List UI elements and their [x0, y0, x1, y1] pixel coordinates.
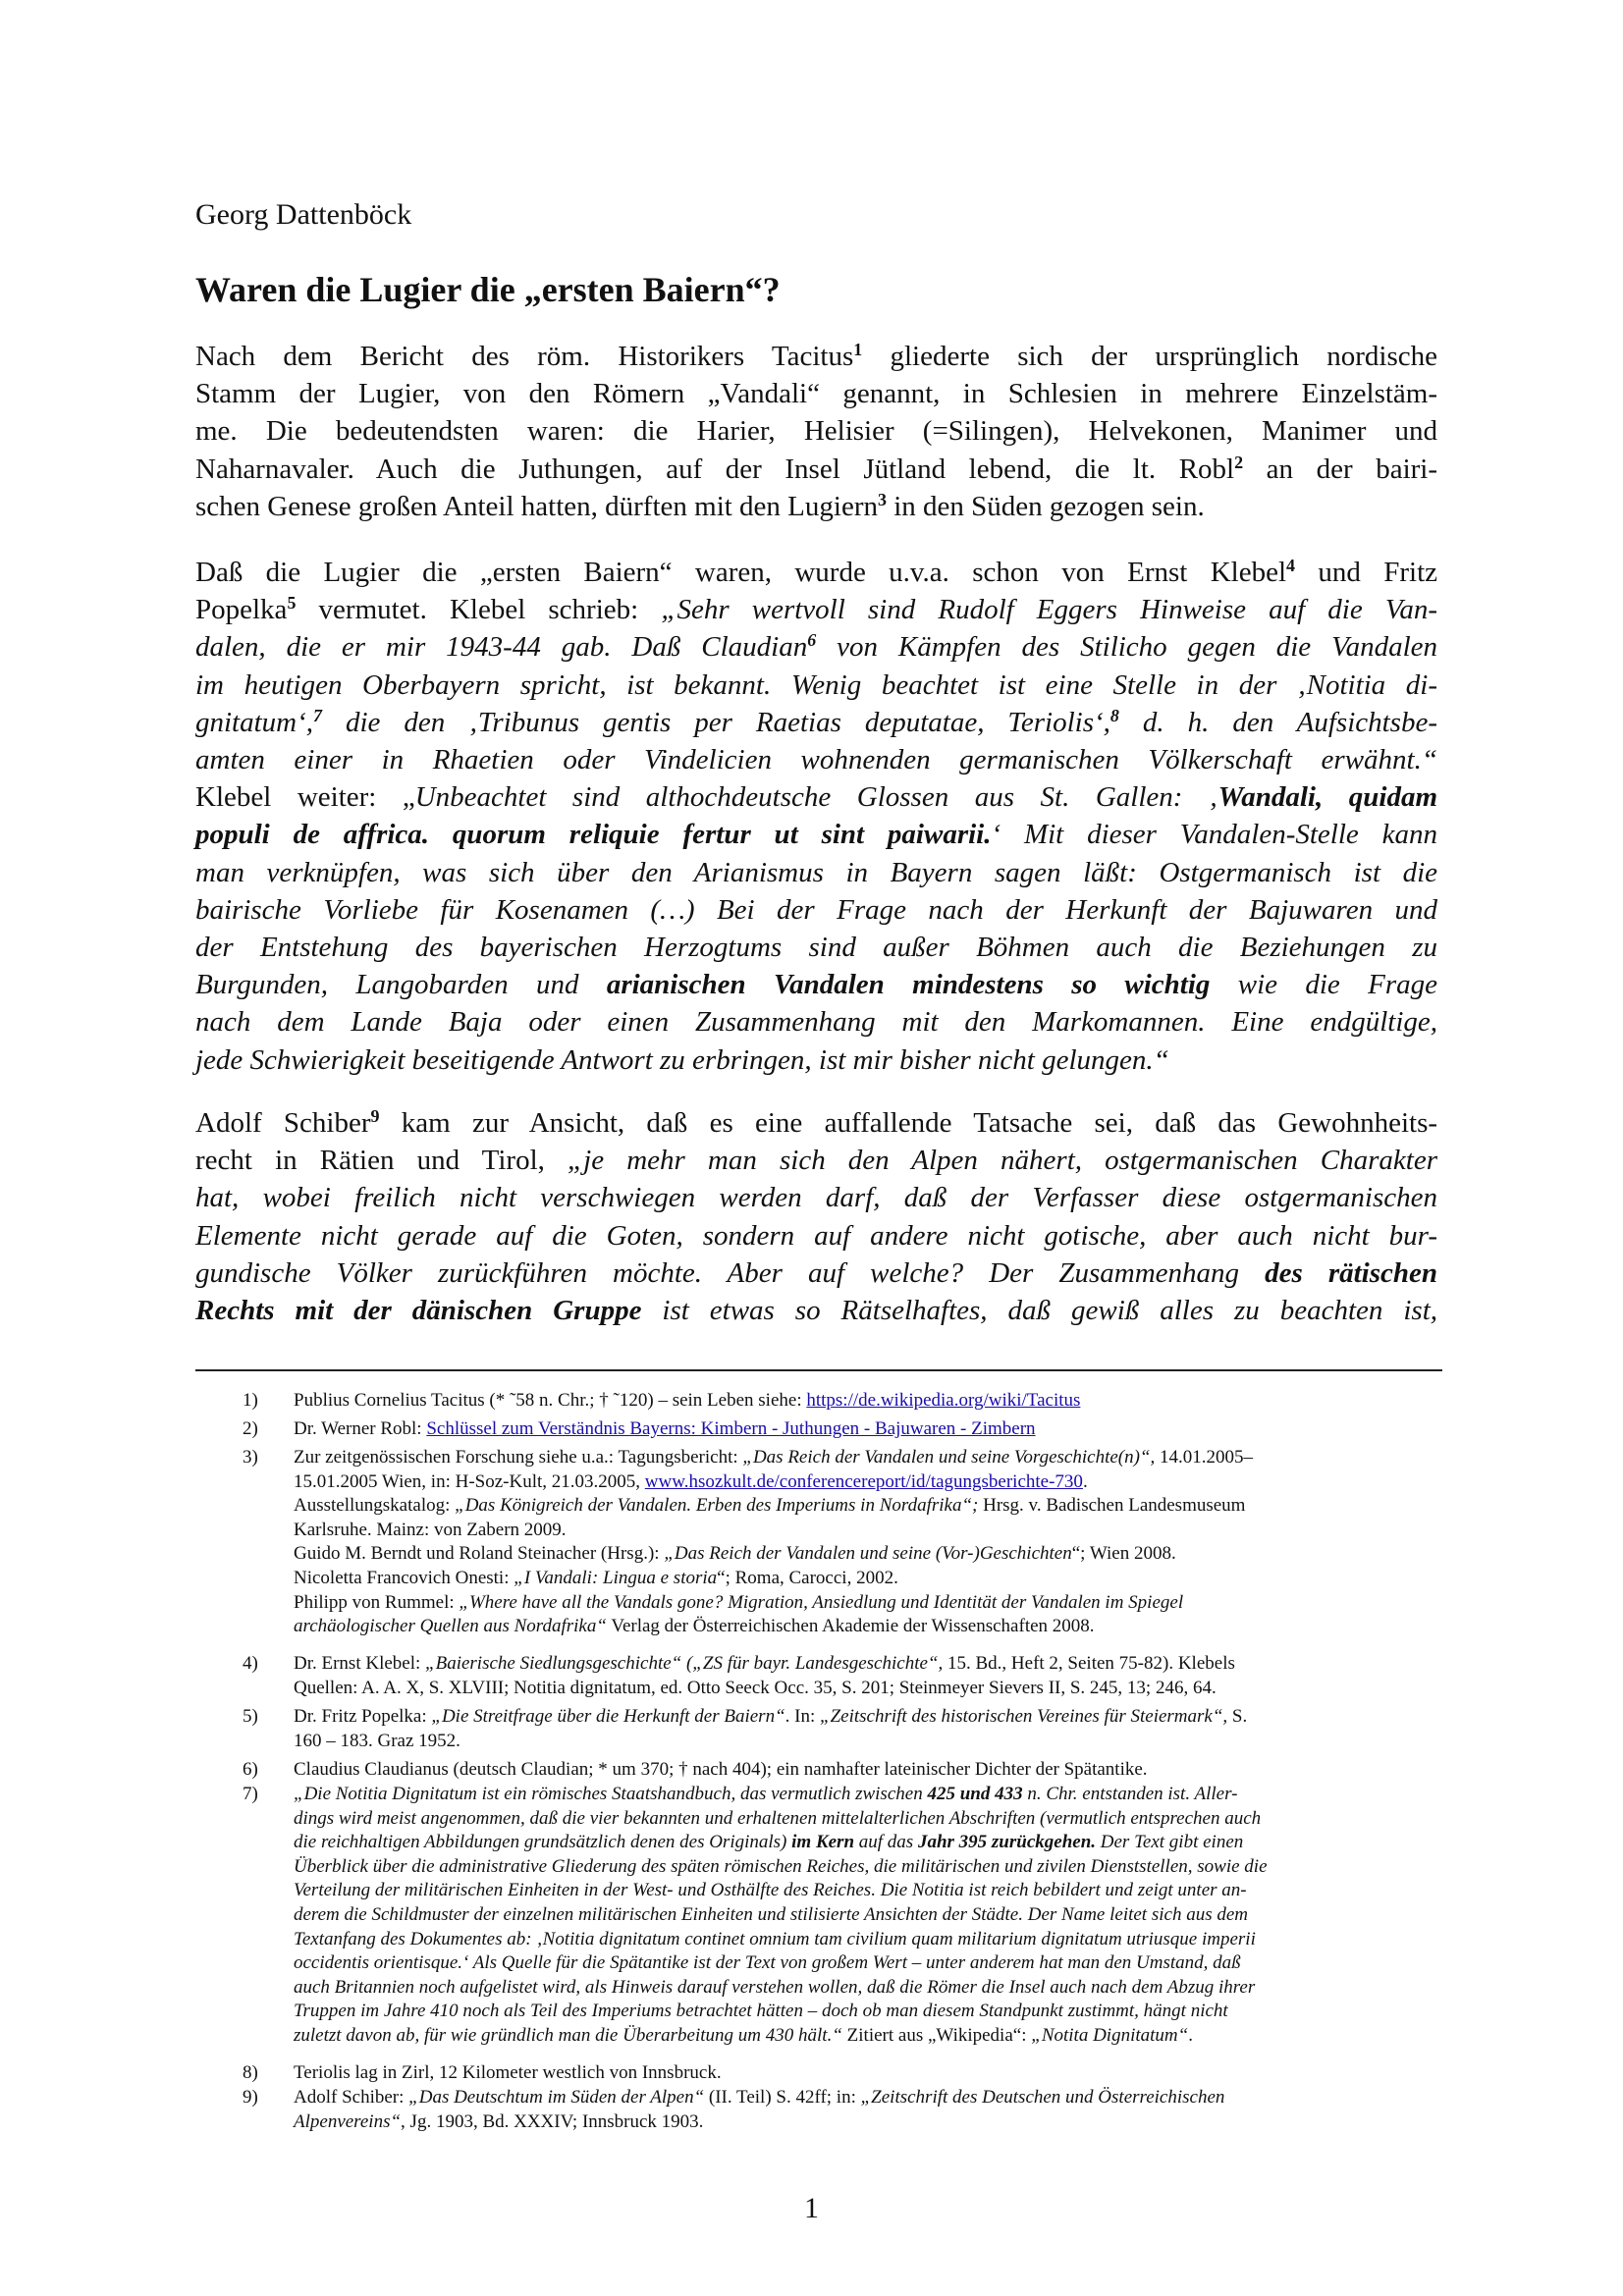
text-line: populi de affrica. quorum reliquie fertur ut sint paiwarii.‘ Mit dieser Vandalen-Stelle kann: [195, 819, 1437, 851]
footnote-9: 9) Adolf Schiber: „Das Deutschtum im Süden der Alpen“ (II. Teil) S. 42ff; in: „Zeitschrift des Deutschen und Österreichischen Alpenvereins“, Jg. 1903, Bd. XXXIV; Innsbruck 1903.: [243, 2087, 1225, 2132]
text-line: der Entstehung des bayerischen Herzogtums sind außer Böhmen auch die Beziehungen zu: [195, 932, 1437, 964]
text-line: man verknüpfen, was sich über den Arianismus in Bayern sagen läßt: Ostgermanisch ist die: [195, 856, 1437, 888]
paragraph-3: [195, 1104, 1437, 1329]
footnote-ref[interactable]: 9: [370, 1106, 380, 1127]
text-line: gundische Völker zurückführen möchte. Aber auf welche? Der Zusammenhang des rätischen: [195, 1256, 1437, 1289]
footnote-6: 6) Claudius Claudianus (deutsch Claudian; * um 370; † nach 404); ein namhafter lateinischer Dichter der Spätantike.: [195, 1758, 1442, 1783]
footnote-ref[interactable]: 5: [287, 593, 297, 614]
footnote-number: 3): [243, 1447, 258, 1468]
text-line: Daß die Lugier die „ersten Baiern“ waren, wurde u.v.a. schon von Ernst Klebel$^4$ und Fritz: [195, 556, 1438, 588]
text-line: nach dem Lande Baja oder einen Zusammenhang mit den Markomannen. Eine endgültige,: [195, 1006, 1437, 1039]
author-name: Georg Dattenböck: [195, 198, 412, 231]
text-line: hat, wobei freilich nicht verschwiegen werden darf, daß der Verfasser diese ostgermanischen: [195, 1182, 1437, 1214]
text-line: im heutigen Oberbayern spricht, ist bekannt. Wenig beachtet ist eine Stelle in der ‚Notitia di-: [195, 668, 1437, 701]
footnote-ref[interactable]: 1: [853, 340, 863, 360]
footnote-ref[interactable]: 7: [313, 705, 323, 725]
footnote-ref[interactable]: 4: [1286, 556, 1296, 576]
footnote-4: 4) Dr. Ernst Klebel: „Baierische Siedlungsgeschichte“ („ZS für bayr. Landesgeschichte“, 15. Bd., Heft 2, Seiten 75-82). Klebels Quellen: A. A. X, S. XLVIII; Notitia dignitatum, ed. Otto Seeck Occ. 35, S. 201; Steinmeyer Sievers II, S. 245, 13; 246, 64.: [243, 1653, 1235, 1698]
text-line: Stamm der Lugier, von den Römern „Vandali“ genannt, in Schlesien in mehrere Einzelstäm-: [195, 378, 1437, 410]
footnote-ref[interactable]: 6: [807, 630, 817, 651]
footnote-ref[interactable]: 3: [877, 489, 887, 509]
text-line: amten einer in Rhaetien oder Vindelicien wohnenden germanischen Völkerschaft erwähnt.“: [195, 744, 1437, 776]
footnote-2: 2) Dr. Werner Robl: Schlüssel zum Verständnis Bayerns: Kimbern - Juthungen - Bajuwaren - Zimbern: [195, 1417, 1442, 1442]
footnote-number: 7): [243, 1784, 258, 1804]
text-line: Burgunden, Langobarden und arianischen Vandalen mindestens so wichtig wie die Frage: [195, 969, 1438, 1001]
text-line: recht in Rätien und Tirol, „je mehr man sich den Alpen nähert, ostgermanischen Charakter: [195, 1145, 1437, 1177]
text-line: Naharnavaler. Auch die Juthungen, auf der Insel Jütland lebend, die lt. Robl$^2$ an der bairi-: [195, 452, 1438, 485]
text-line: Rechts mit der dänischen Gruppe ist etwas so Rätselhaftes, daß gewiß alles zu beachten ist,: [195, 1295, 1437, 1327]
text-line: Adolf Schiber$^9$ kam zur Ansicht, daß es eine auffallende Tatsache sei, daß das Gewohnheits-: [195, 1106, 1438, 1139]
footnote-number: 2): [243, 1418, 258, 1439]
text-line: Elemente nicht gerade auf die Goten, sondern auf andere nicht gotische, aber auch nicht bur-: [195, 1219, 1437, 1252]
text-line: Klebel weiter: „Unbeachtet sind althochdeutsche Glossen aus St. Gallen: ‚Wandali, quidam: [195, 781, 1437, 814]
footnote-number: 5): [243, 1706, 258, 1727]
text-line: gnitatum‘,$^7$ die den ‚Tribunus gentis per Raetias deputatae, Teriolis‘,$^8$ d. h. den Aufsichtsbe-: [195, 705, 1437, 738]
wikipedia-link[interactable]: https://de.wikipedia.org/wiki/Tacitus: [806, 1390, 1081, 1411]
text-line: bairische Vorliebe für Kosenamen (…) Bei der Frage nach der Herkunft der Bajuwaren und: [195, 893, 1437, 926]
footnote-number: 6): [243, 1759, 258, 1780]
paragraph-1: [195, 338, 1437, 525]
robl-link[interactable]: Schlüssel zum Verständnis Bayerns: Kimbern - Juthungen - Bajuwaren - Zimbern: [426, 1418, 1036, 1439]
paragraph-2: [195, 554, 1437, 1079]
footnote-number: 1): [243, 1390, 258, 1411]
text-line: Popelka$^5$ vermutet. Klebel schrieb: „Sehr wertvoll sind Rudolf Eggers Hinweise auf die Van-: [195, 593, 1437, 626]
footnote-8: 8) Teriolis lag in Zirl, 12 Kilometer westlich von Innsbruck.: [195, 2061, 1442, 2086]
text-line: dalen, die er mir 1943-44 gab. Daß Claudian$^6$ von Kämpfen des Stilicho gegen die Vandalen: [195, 630, 1437, 664]
footnote-number: 9): [243, 2087, 258, 2108]
text-line: me. Die bedeutendsten waren: die Harier, Helisier (=Silingen), Helvekonen, Manimer und: [195, 415, 1437, 448]
page-title: Waren die Lugier die „ersten Baiern“?: [195, 270, 781, 309]
footnote-ref[interactable]: 8: [1109, 705, 1119, 725]
footnote-1: 1) Publius Cornelius Tacitus (* ˜58 n. Chr.; † ˜120) – sein Leben siehe: https://de.wikipedia.org/wiki/Tacitus: [195, 1389, 1442, 1414]
page-number: 1: [804, 2192, 819, 2224]
footnote-5: 5) Dr. Fritz Popelka: „Die Streitfrage über die Herkunft der Baiern“. In: „Zeitschrift des historischen Vereines für Steiermark“, S. 160 – 183. Graz 1952.: [243, 1706, 1248, 1751]
footnote-ref[interactable]: 2: [1234, 452, 1244, 472]
footnote-number: 8): [243, 2062, 258, 2083]
hsozkult-link[interactable]: www.hsozkult.de/conferencereport/id/tagungsberichte-730: [644, 1470, 1083, 1492]
text-line: schen Genese großen Anteil hatten, dürften mit den Lugiern$^3$ in den Süden gezogen sein.: [195, 489, 1205, 522]
footnote-separator: [195, 1369, 1442, 1371]
footnote-number: 4): [243, 1653, 258, 1674]
text-line: Nach dem Bericht des röm. Historikers Tacitus$^1$ gliederte sich der ursprünglich nordische: [195, 340, 1438, 372]
footnote-7: 7) „Die Notitia Dignitatum ist ein römisches Staatshandbuch, das vermutlich zwischen 425 und 433 n. Chr. entstanden ist. Aller- dings wird meist angenommen, daß die vier bekannten und erhaltenen mittelalterlichen Abschriften (vermutlich entsprechen auch die reichhaltigen Abbildungen grundsätzlich denen des Originals) im Kern auf das Jahr 395 zurückgehen. Der Text gibt einen Überblick über die administrative Gliederung des späten römischen Reiches, die militärischen und zivilen Dienststellen, sowie die Verteilung der militärischen Einheiten in der West- und Osthälfte des Reiches. Die Notitia ist reich bebildert und zeigt unter an- derem die Schildmuster der einzelnen militärischen Einheiten und stilisierte Ansichten der Städte. Der Name leitet sich aus dem Textanfang des Dokumentes ab: ‚Notitia dignitatum continet omnium tam civilium quam militarium dignitatum utriusque imperii occidentis orientisque.‘ Als Quelle für die Spätantike ist der Text von großem Wert – unter anderem hat man den Umstand, daß auch Britannien noch aufgelistet wird, als Hinweis darauf verstehen wollen, daß die Römer die Insel auch nach dem Abzug ihrer Truppen im Jahre 410 noch als Teil des Imperiums betrachtet hätten – doch ob man diesem Standpunkt zustimmt, hängt nicht zuletzt davon ab, für wie gründlich man die Überarbeitung um 430 hält.“ Zitiert aus „Wikipedia“: „Notita Dignitatum“.: [243, 1784, 1268, 2046]
footnote-3: 3) Zur zeitgenössischen Forschung siehe u.a.: Tagungsbericht: „Das Reich der Vandalen und seine Vorgeschichte(n)“, 14.01.2005– 15.01.2005 Wien, in: H-Soz-Kult, 21.03.2005, www.hsozkult.de/conferencereport/id/tagungsberichte-730. Ausstellungskatalog: „Das Königreich der Vandalen. Erben des Imperiums in Nordafrika“; Hrsg. v. Badischen Landesmuseum Karlsruhe. Mainz: von Zabern 2009. Guido M. Berndt und Roland Steinacher (Hrsg.): „Das Reich der Vandalen und seine (Vor-)Geschichten“; Wien 2008. Nicoletta Francovich Onesti: „I Vandali: Lingua e storia“; Roma, Carocci, 2002. Philipp von Rummel: „Where have all the Vandals gone? Migration, Ansiedlung und Identität der Vandalen im Spiegel archäologischer Quellen aus Nordafrika“ Verlag der Österreichischen Akademie der Wissenschaften 2008.: [243, 1447, 1253, 1637]
text-line: jede Schwierigkeit beseitigende Antwort zu erbringen, ist mir bisher nicht gelungen.“: [195, 1043, 1169, 1076]
